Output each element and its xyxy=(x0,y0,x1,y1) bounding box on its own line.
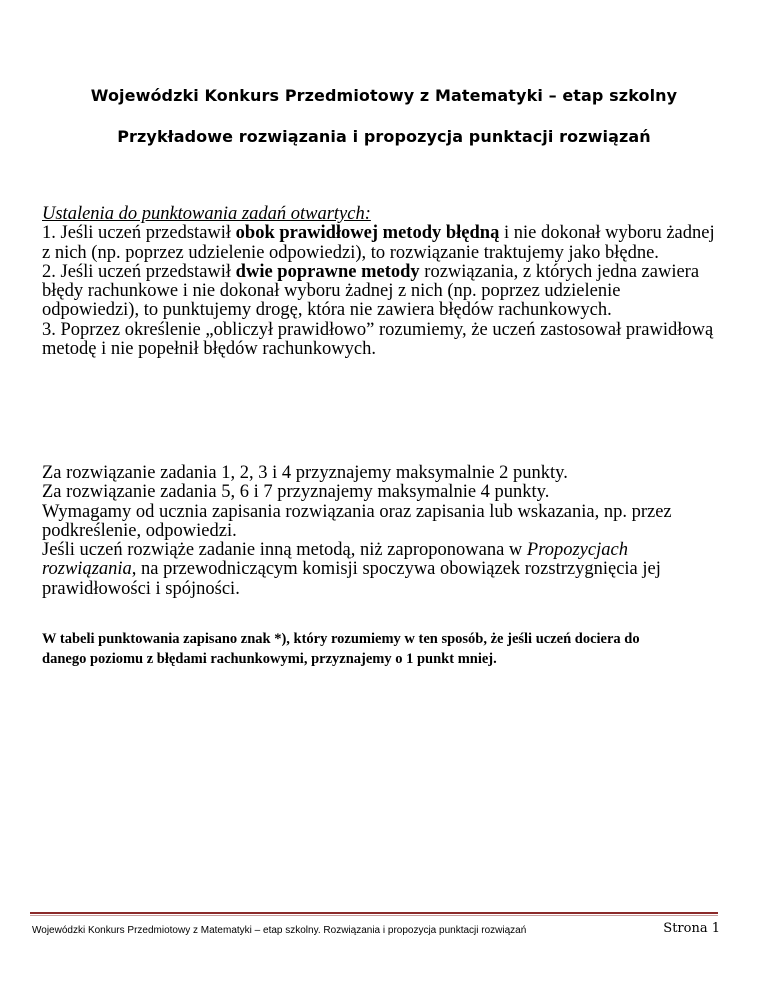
page-number: Strona 1 xyxy=(663,921,720,936)
rule-1-bold: obok prawidłowej metody błędną xyxy=(235,223,500,244)
points-line-4 xyxy=(42,541,722,599)
points-line-1: Za rozwiązanie zadania 1, 2, 3 i 4 przyznajemy maksymalnie 2 punkty. xyxy=(42,463,568,483)
points-line-3: Wymagamy od ucznia zapisania rozwiązania oraz zapisania lub wskazania, np. przez podkreślenie, odpowiedzi. xyxy=(42,501,672,541)
points-line-2: Za rozwiązanie zadania 5, 6 i 7 przyznajemy maksymalnie 4 punkty. xyxy=(42,482,550,503)
points-line-4-c: , na przewodniczącym komisji spoczywa obowiązek rozstrzygnięcia jej prawidłowości i spójności. xyxy=(42,559,661,599)
scoring-note: W tabeli punktowania zapisano znak *), który rozumiemy w ten sposób, że jeśli uczeń dociera do danego poziomu z błędami rachunkowymi, przyznajemy o 1 punkt mniej. xyxy=(42,631,640,667)
points-line-4-italic: Propozycjach rozwiązania xyxy=(42,540,628,580)
rule-item-3: 3. Poprzez określenie „obliczył prawidłowo” rozumiemy, że uczeń zastosował prawidłową metodę i nie popełnił błędów rachunkowych. xyxy=(42,319,714,360)
footer-divider-shadow xyxy=(30,915,718,916)
document-title: Wojewódzki Konkurs Przedmiotowy z Matematyki – etap szkolny xyxy=(90,86,678,105)
points-line-4-a: Jeśli uczeń rozwiąże zadanie inną metodą, niż zaproponowana w xyxy=(42,540,527,561)
footer-text: Wojewódzki Konkurs Przedmiotowy z Matematyki – etap szkolny. Rozwiązania i propozycja punktacji rozwiązań xyxy=(32,925,527,936)
rule-2-text-c: rozwiązania, z których jedna zawiera błędy rachunkowe i nie dokonał wyboru żadnej z nich (np. poprzez udzielenie odpowiedzi), to punktujemy drogę, która nie zawiera błędów rachunkowych. xyxy=(42,261,700,321)
rule-item-1 xyxy=(42,224,722,263)
rule-2-bold: dwie poprawne metody xyxy=(235,261,420,282)
points-section xyxy=(42,464,722,599)
rule-2-text-a: 2. Jeśli uczeń przedstawił xyxy=(42,261,236,282)
rule-1-text-a: 1. Jeśli uczeń przedstawił xyxy=(42,223,236,244)
scoring-rules-section xyxy=(42,205,722,359)
footer-divider xyxy=(30,912,718,914)
rule-1-text-c: i nie dokonał wyboru żadnej z nich (np. poprzez udzielenie odpowiedzi), to rozwiązanie traktujemy jako błędne. xyxy=(42,223,715,263)
rule-item-2 xyxy=(42,263,722,321)
section-heading: Ustalenia do punktowania zadań otwartych: xyxy=(42,204,371,224)
document-subtitle: Przykładowe rozwiązania i propozycja punktacji rozwiązań xyxy=(117,127,651,146)
